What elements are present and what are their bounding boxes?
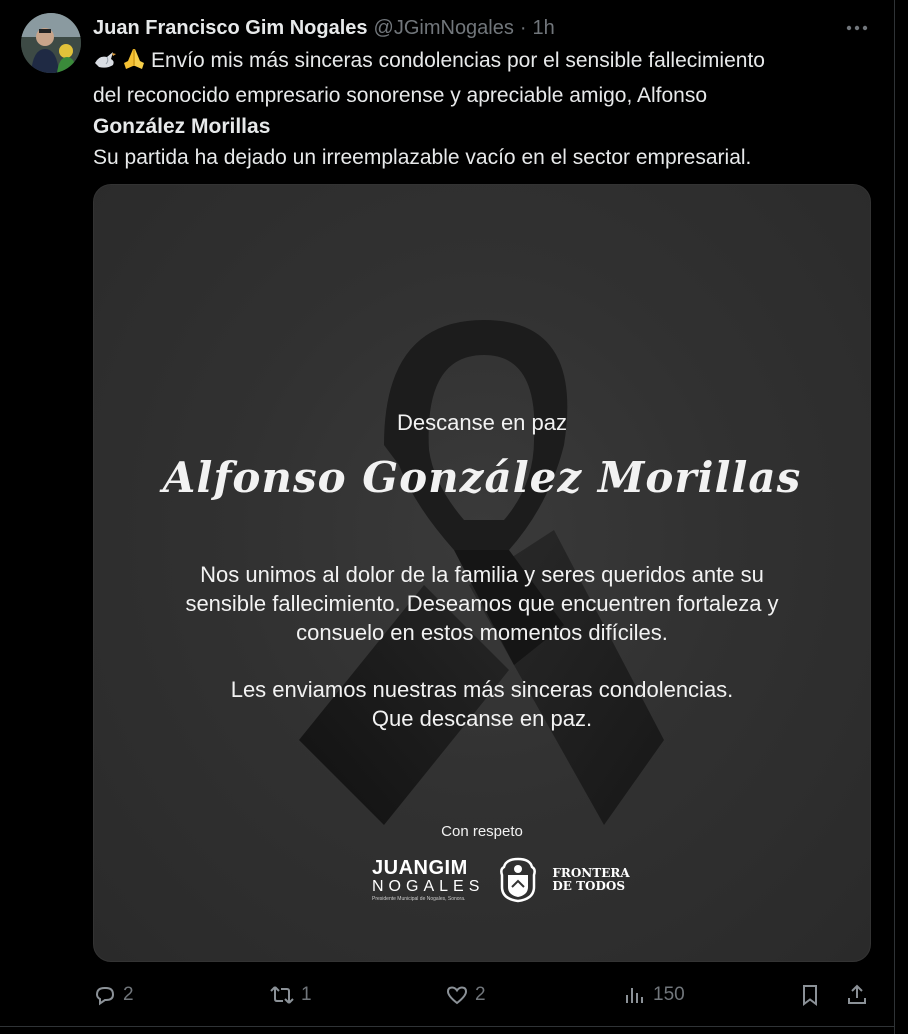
tweet-header: [93, 14, 555, 42]
more-options-button[interactable]: [842, 17, 872, 39]
reply-count: 2: [123, 984, 134, 1005]
condolence-image[interactable]: [93, 184, 871, 962]
tweet-text-line-2: del reconocido empresario sonorense y apreciable amigo, Alfonso: [93, 84, 708, 107]
analytics-icon: [623, 983, 647, 1007]
divider: [0, 1026, 895, 1027]
avatar[interactable]: [21, 13, 81, 73]
bookmark-icon: [798, 983, 822, 1007]
logos: [372, 857, 630, 903]
closing-message: Les enviamos nuestras más sinceras condolencias. Que descanse en paz.: [230, 677, 734, 731]
like-button[interactable]: [445, 980, 486, 1010]
repost-button[interactable]: [269, 980, 312, 1010]
user-handle[interactable]: @JGimNogales: [373, 16, 514, 39]
deceased-name: Alfonso González Morillas: [162, 453, 802, 502]
tweet-text: [93, 45, 873, 173]
more-icon: [846, 25, 868, 31]
tweet-text-line-3: Su partida ha dejado un irreemplazable vacío en el sector empresarial.: [93, 146, 752, 169]
folded-hands-icon: [121, 47, 147, 80]
respect-label: Con respeto: [441, 823, 523, 840]
reply-button[interactable]: [93, 980, 134, 1010]
repost-count: 1: [301, 984, 312, 1005]
tweet-text-bold-name: González Morillas: [93, 115, 271, 138]
dove-icon: [93, 49, 117, 80]
timestamp[interactable]: 1h: [532, 16, 555, 39]
heart-icon: [445, 983, 469, 1007]
tweet-text-line-1: Envío mis más sinceras condolencias por el sensible fallecimiento: [93, 45, 873, 80]
reply-icon: [93, 983, 117, 1007]
share-button[interactable]: [845, 980, 869, 1010]
separator-dot: ·: [519, 16, 527, 39]
card-heading: Descanse en paz: [397, 410, 567, 435]
municipal-seal-icon: [498, 857, 538, 903]
action-bar: [93, 980, 873, 1010]
condolence-message: Nos unimos al dolor de la familia y seres queridos ante su sensible fallecimiento. Deseamos que encuentren fortaleza y consuelo en estos momentos difíciles.: [185, 562, 779, 645]
juangim-logo: JUANGIM NOGALES Presidente Municipal de Nogales, Sonora.: [372, 856, 485, 902]
display-name[interactable]: Juan Francisco Gim Nogales: [93, 16, 368, 39]
views-button[interactable]: [623, 980, 685, 1010]
repost-icon: [269, 983, 295, 1007]
share-icon: [845, 983, 869, 1007]
frontera-de-todos-logo: FRONTERA DE TODOS: [552, 866, 630, 893]
avatar-photo: [21, 13, 81, 73]
views-count: 150: [653, 984, 685, 1005]
bookmark-button[interactable]: [798, 980, 822, 1010]
like-count: 2: [475, 984, 486, 1005]
